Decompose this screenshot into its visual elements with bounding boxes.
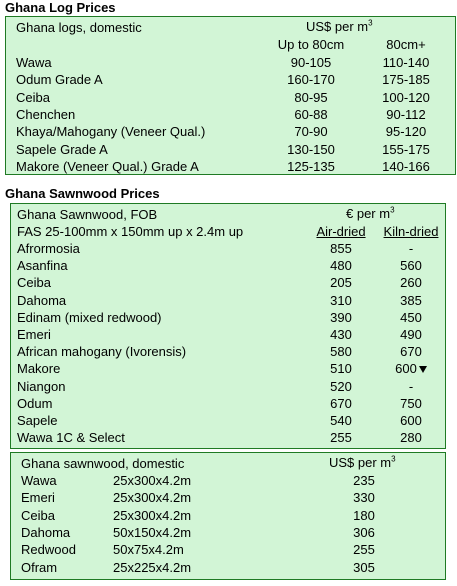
sawn-row-airdried: 205 <box>330 275 352 291</box>
dom-row-size: 25x300x4.2m <box>113 473 192 488</box>
log-row-col1: 125-135 <box>287 158 335 174</box>
log-row-name: Chenchen <box>16 106 76 122</box>
sawn-row-airdried: 855 <box>330 241 352 256</box>
sawn-row-airdried: 390 <box>330 309 352 325</box>
sawn-row-kilndried <box>375 396 447 412</box>
sawn-row-kilndried <box>375 293 447 309</box>
log-row-col1: 70-90 <box>294 124 328 140</box>
sawn-row-kilndried-value: - <box>408 378 414 394</box>
sawn-row-kilndried <box>375 361 447 377</box>
log-row-col2: 100-120 <box>382 89 430 105</box>
sawn-subtitle: Ghana Sawnwood, FOB <box>17 207 158 222</box>
log-row-col2: 175-185 <box>382 72 430 88</box>
sawn-row-kilndried-value: 560 <box>400 258 422 274</box>
sawn-row-airdried: 255 <box>330 430 352 446</box>
sawn-row-airdried: 310 <box>330 292 352 308</box>
sawn-row-kilndried <box>375 241 447 257</box>
sawn-row-name: Niangon <box>17 378 66 394</box>
sawnwood-fob-table <box>10 203 446 449</box>
sawn-row-kilndried <box>375 413 447 429</box>
log-row-col1: 60-88 <box>294 106 328 122</box>
dom-row-name: Ceiba <box>21 507 55 523</box>
sawn-spec: FAS 25-100mm x 150mm up x 2.4m up <box>17 224 244 239</box>
sawn-row-name: Edinam (mixed redwood) <box>17 309 162 325</box>
sawn-row-kilndried-value: 600 <box>395 361 417 377</box>
dom-row-size: 50x75x4.2m <box>113 542 184 558</box>
log-row-col1: 130-150 <box>287 141 335 157</box>
log-subtitle: Ghana logs, domestic <box>16 20 142 35</box>
sawn-row-kilndried-value: 385 <box>400 292 422 308</box>
sawn-row-kilndried <box>375 258 447 274</box>
sawn-row-airdried: 510 <box>330 361 352 377</box>
log-row-col2: 110-140 <box>382 55 430 70</box>
dom-row-size: 50x150x4.2m <box>113 524 192 540</box>
log-row-col2: 95-120 <box>385 124 427 140</box>
dom-row-name: Wawa <box>21 473 57 488</box>
sawn-row-kilndried-value: - <box>408 241 414 256</box>
log-row-col2: 90-112 <box>386 106 426 122</box>
sawnwood-prices-heading: Ghana Sawnwood Prices <box>5 186 160 201</box>
sawn-unit-header: € per $m^3$ <box>346 205 395 221</box>
dom-row-price: 306 <box>353 524 375 540</box>
sawnwood-domestic-table <box>10 452 446 580</box>
sawn-row-kilndried <box>375 344 447 360</box>
dom-row-name: Emeri <box>21 490 55 506</box>
sawn-row-kilndried-value: 750 <box>400 395 422 411</box>
sawn-row-name: Dahoma <box>17 292 67 308</box>
log-row-name: Ceiba <box>16 89 50 105</box>
sawn-row-name: Makore <box>17 361 61 377</box>
dom-row-size: 25x300x4.2m <box>113 490 192 506</box>
sawn-row-name: Asanfina <box>17 258 68 274</box>
dom-row-price: 330 <box>353 490 375 506</box>
sawn-row-kilndried-value: 450 <box>400 309 422 325</box>
log-row-name: Wawa <box>16 55 52 70</box>
sawn-row-airdried: 580 <box>330 344 352 360</box>
sawn-col2-header: Kiln-dried <box>383 224 439 239</box>
dom-row-name: Redwood <box>21 542 76 558</box>
sawn-row-kilndried <box>375 310 447 326</box>
sawn-row-airdried: 520 <box>330 378 352 394</box>
dom-row-size: 25x300x4.2m <box>113 507 192 523</box>
sawn-row-airdried: 480 <box>330 258 352 274</box>
dom-row-price: 255 <box>353 542 375 558</box>
down-arrow-icon <box>419 366 427 373</box>
log-col2-header: 80cm+ <box>386 37 426 52</box>
log-row-col1: 90-105 <box>290 55 332 70</box>
log-row-name: Khaya/Mahogany (Veneer Qual.) <box>16 124 206 140</box>
dom-row-price: 235 <box>353 473 375 488</box>
dom-row-name: Dahoma <box>21 524 71 540</box>
sawn-row-name: Odum <box>17 395 53 411</box>
sawn-row-airdried: 670 <box>330 395 352 411</box>
log-row-col2: 155-175 <box>382 141 430 157</box>
dom-unit-header: US$ per $m^3$ <box>329 454 396 470</box>
dom-subtitle: Ghana sawnwood, domestic <box>21 456 185 471</box>
log-col1-header: Up to 80cm <box>277 37 345 52</box>
sawn-row-kilndried-value: 490 <box>400 327 422 342</box>
sawn-row-kilndried <box>375 379 447 395</box>
sawn-row-kilndried <box>375 430 447 446</box>
sawn-row-kilndried-value: 670 <box>400 344 422 360</box>
log-prices-table <box>5 16 456 175</box>
sawn-row-kilndried-value: 260 <box>400 275 422 291</box>
sawn-row-airdried: 430 <box>330 327 352 342</box>
sawn-row-kilndried <box>375 275 447 291</box>
sawn-row-kilndried-value: 600 <box>400 413 422 428</box>
log-row-name: Sapele Grade A <box>16 141 108 157</box>
log-row-name: Odum Grade A <box>16 72 103 88</box>
sawn-row-name: Emeri <box>17 327 51 342</box>
sawn-row-name: African mahogany (Ivorensis) <box>17 344 187 360</box>
dom-row-price: 180 <box>353 507 375 523</box>
sawn-row-kilndried-value: 280 <box>400 430 422 446</box>
log-row-name: Makore (Veneer Qual.) Grade A <box>16 158 199 174</box>
sawn-row-name: Wawa 1C & Select <box>17 430 125 446</box>
log-row-col2: 140-166 <box>382 158 430 174</box>
dom-row-size: 25x225x4.2m <box>113 559 192 575</box>
sawn-row-name: Ceiba <box>17 275 51 291</box>
sawn-row-name: Afrormosia <box>17 241 80 256</box>
dom-row-name: Ofram <box>21 559 58 575</box>
sawn-row-airdried: 540 <box>330 413 352 428</box>
log-unit-header: US$ per $m^3$ <box>306 18 373 34</box>
log-prices-heading: Ghana Log Prices <box>5 0 116 15</box>
log-row-col1: 80-95 <box>294 89 328 105</box>
sawn-row-name: Sapele <box>17 413 58 428</box>
sawn-col1-header: Air-dried <box>316 224 366 239</box>
sawn-row-kilndried <box>375 327 447 343</box>
dom-row-price: 305 <box>353 559 375 575</box>
log-row-col1: 160-170 <box>287 72 335 88</box>
